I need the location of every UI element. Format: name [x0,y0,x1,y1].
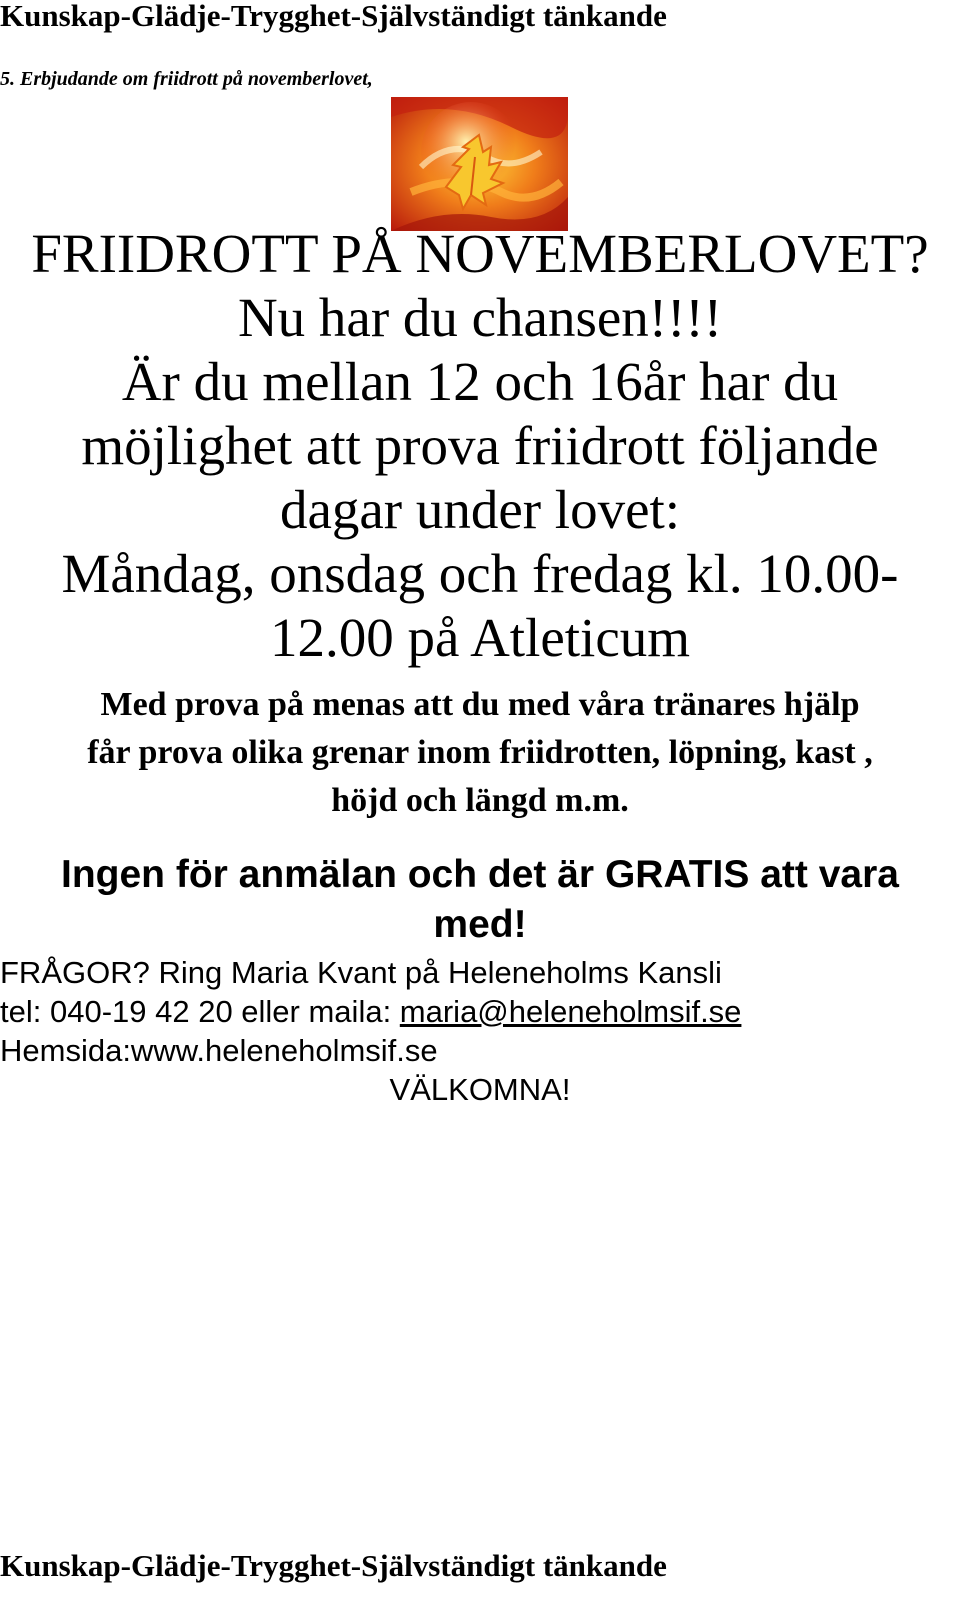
flyer-line-2: Nu har du chansen!!!! [237,287,723,348]
flyer-line-6: Måndag, onsdag och fredag kl. 10.00- [61,543,899,604]
flyer-line-3: Är du mellan 12 och 16år har du [121,351,839,412]
leaf-picture [391,97,568,231]
email-link[interactable]: maria@heleneholmsif.se [399,994,742,1029]
flyer-title: FRIIDROTT PÅ NOVEMBERLOVET? [31,223,929,284]
description-line-3: höjd och längd m.m. [331,782,629,819]
description-line-1: Med prova på menas att du med våra tränares hjälp [100,686,860,723]
questions-line: FRÅGOR? Ring Maria Kvant på Heleneholms Kansli [0,955,722,990]
autumn-leaf-image [391,97,568,231]
free-notice-line-2: med! [433,903,527,946]
contact-line [0,992,741,1031]
phone-text: tel: 040-19 42 20 eller maila: [0,994,400,1029]
welcome-text: VÄLKOMNA! [389,1072,571,1107]
website-line: Hemsida:www.heleneholmsif.se [0,1033,438,1068]
header-motto: Kunskap-Glädje-Trygghet-Självständigt tänkande [0,0,667,33]
description-line-2: får prova olika grenar inom friidrotten, löpning, kast , [87,734,873,771]
section-heading: 5. Erbjudande om friidrott på novemberlovet, [0,68,373,90]
flyer-line-4: möjlighet att prova friidrott följande [81,415,879,476]
flyer-line-5: dagar under lovet: [279,479,681,540]
free-notice-line-1: Ingen för anmälan och det är GRATIS att vara [61,853,899,896]
footer-motto: Kunskap-Glädje-Trygghet-Självständigt tänkande [0,1548,667,1583]
flyer-line-7: 12.00 på Atleticum [269,607,691,668]
